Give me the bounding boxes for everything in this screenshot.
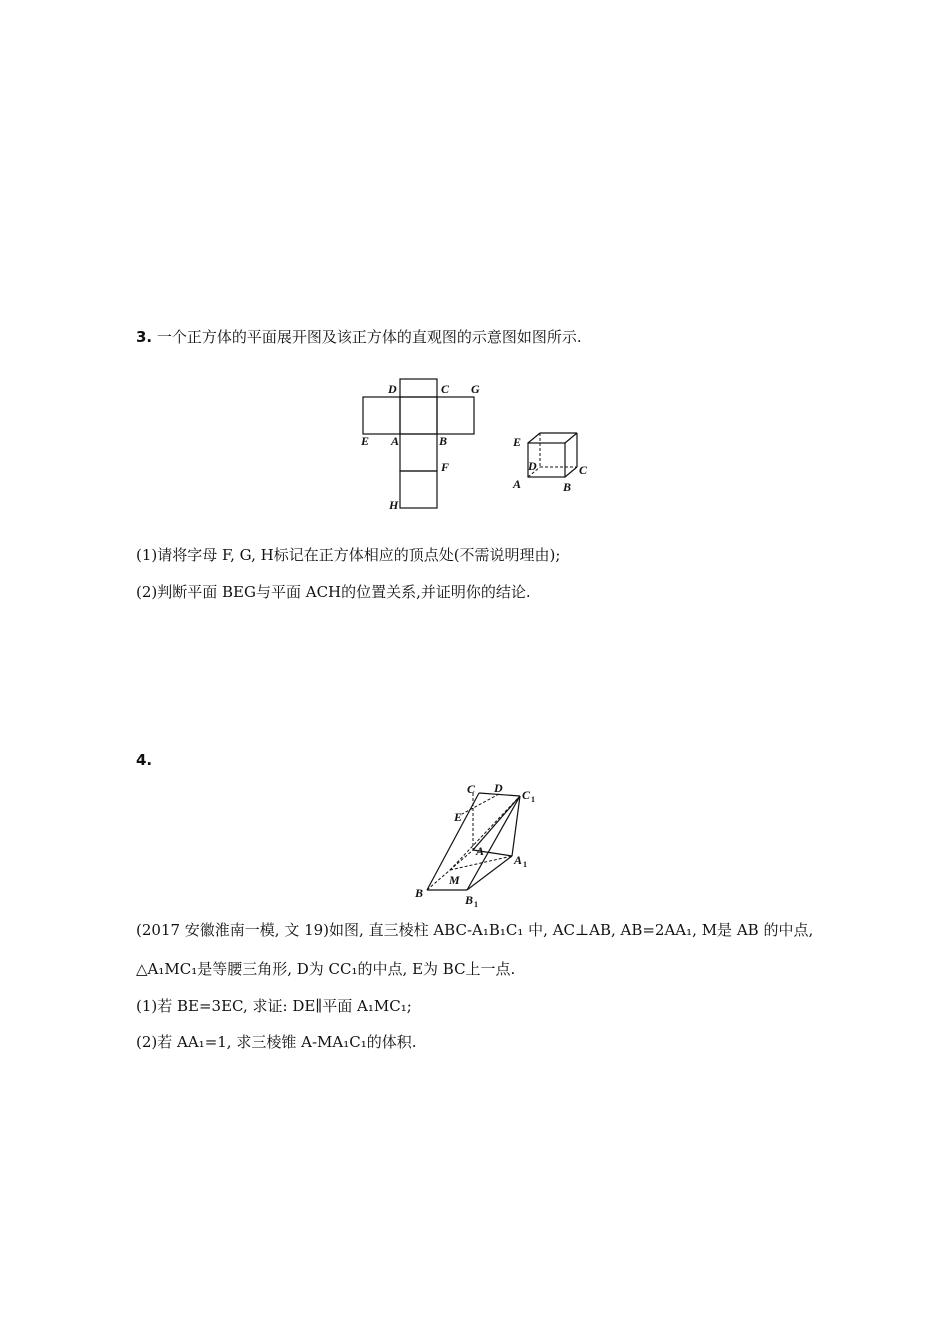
net-label-h: H [389,498,399,512]
prism-label-c: C [467,782,476,796]
prism-label-c1: C [522,788,531,802]
cube-perspective-figure [510,425,595,495]
q4-part2: (2)若 AA₁=1, 求三棱锥 A-MA₁C₁的体积. [136,1033,417,1051]
prism-figure [410,780,545,910]
q3-stem [136,327,582,347]
net-label-a: A [391,434,400,448]
q4-stem-line2: △A₁MC₁是等腰三角形, D为 CC₁的中点, E为 BC上一点. [136,960,516,978]
prism-sub-b1: 1 [474,900,478,909]
prism-label-b: B [415,886,424,900]
net-label-d: D [388,382,397,396]
q3-stem-text: 一个正方体的平面展开图及该正方体的直观图的示意图如图所示. [156,328,582,346]
net-label-c: C [441,382,450,396]
q3-number: 3. [136,328,153,346]
cube-label-e: E [513,435,522,449]
q4-stem-line1: (2017 安徽淮南一模, 文 19)如图, 直三棱柱 ABC-A₁B₁C₁ 中, AC⊥AB, AB=2AA₁, M是 AB 的中点, [136,921,814,939]
prism-label-a: A [476,844,485,858]
net-label-f: F [441,460,450,474]
q3-part1: (1)请将字母 F, G, H标记在正方体相应的顶点处(不需说明理由); [136,546,561,564]
prism-sub-c1: 1 [531,795,535,804]
net-label-e: E [361,434,370,448]
q4-number [136,750,152,770]
prism-label-d: D [494,781,503,795]
cube-label-d: D [528,459,537,473]
prism-label-e: E [454,810,463,824]
q4-number-text: 4. [136,751,153,769]
prism-label-a1: A [514,853,523,867]
net-label-b: B [439,434,448,448]
q4-part1: (1)若 BE=3EC, 求证: DE∥平面 A₁MC₁; [136,997,412,1015]
net-label-g: G [471,382,480,396]
prism-sub-a1: 1 [523,860,527,869]
cube-label-c: C [579,463,588,477]
cube-label-b: B [563,480,572,494]
q3-part2: (2)判断平面 BEG与平面 ACH的位置关系,并证明你的结论. [136,583,531,601]
cube-net-figure [355,375,490,515]
prism-label-b1: B [465,893,474,907]
cube-label-a: A [513,477,522,491]
prism-label-m: M [449,873,460,887]
